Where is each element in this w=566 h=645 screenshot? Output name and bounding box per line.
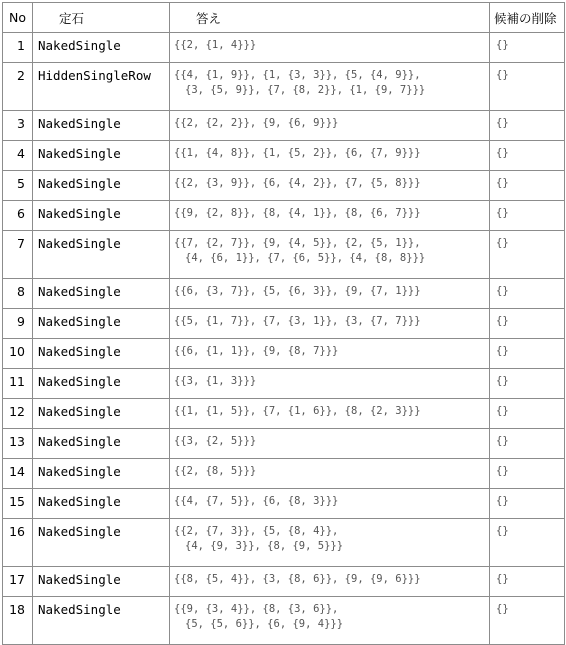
joseki-cell: NakedSingle bbox=[33, 339, 170, 369]
deletion-cell: {} bbox=[490, 597, 565, 645]
answer-line: {{6, {1, 1}}, {9, {8, 7}}} bbox=[174, 345, 339, 357]
joseki-cell: NakedSingle bbox=[33, 369, 170, 399]
table-row bbox=[3, 201, 565, 231]
answer-cell bbox=[170, 597, 490, 645]
joseki-cell: NakedSingle bbox=[33, 141, 170, 171]
row-number: 18 bbox=[3, 597, 33, 645]
deletion-cell: {} bbox=[490, 339, 565, 369]
table-row bbox=[3, 369, 565, 399]
answer-cell bbox=[170, 33, 490, 63]
answer-line: {5, {5, 6}}, {6, {9, 4}}} bbox=[185, 618, 344, 630]
row-number: 9 bbox=[3, 309, 33, 339]
deletion-cell: {} bbox=[490, 369, 565, 399]
joseki-cell: NakedSingle bbox=[33, 519, 170, 567]
answer-line: {{9, {3, 4}}, {8, {3, 6}}, bbox=[174, 603, 339, 615]
deletion-cell: {} bbox=[490, 201, 565, 231]
joseki-cell: HiddenSingleRow bbox=[33, 63, 170, 111]
row-number: 11 bbox=[3, 369, 33, 399]
answer-cell bbox=[170, 489, 490, 519]
row-number: 17 bbox=[3, 567, 33, 597]
answer-cell bbox=[170, 63, 490, 111]
answer-cell bbox=[170, 279, 490, 309]
deletion-cell: {} bbox=[490, 519, 565, 567]
answer-cell bbox=[170, 459, 490, 489]
answer-line: {{3, {2, 5}}} bbox=[174, 435, 257, 447]
row-number: 4 bbox=[3, 141, 33, 171]
joseki-cell: NakedSingle bbox=[33, 399, 170, 429]
answer-line: {{2, {3, 9}}, {6, {4, 2}}, {7, {5, 8}}} bbox=[174, 177, 421, 189]
answer-cell bbox=[170, 369, 490, 399]
joseki-cell: NakedSingle bbox=[33, 597, 170, 645]
table-row bbox=[3, 399, 565, 429]
answer-line: {4, {9, 3}}, {8, {9, 5}}} bbox=[185, 540, 344, 552]
answer-line: {4, {6, 1}}, {7, {6, 5}}, {4, {8, 8}}} bbox=[185, 252, 426, 264]
row-number: 2 bbox=[3, 63, 33, 111]
deletion-cell: {} bbox=[490, 567, 565, 597]
answer-line: {{2, {8, 5}}} bbox=[174, 465, 257, 477]
joseki-cell: NakedSingle bbox=[33, 567, 170, 597]
header-no: No bbox=[3, 3, 33, 33]
row-number: 15 bbox=[3, 489, 33, 519]
answer-line: {{7, {2, 7}}, {9, {4, 5}}, {2, {5, 1}}, bbox=[174, 237, 421, 249]
table-row bbox=[3, 567, 565, 597]
deletion-cell: {} bbox=[490, 111, 565, 141]
row-number: 3 bbox=[3, 111, 33, 141]
table-row bbox=[3, 231, 565, 279]
table-row bbox=[3, 339, 565, 369]
deletion-cell: {} bbox=[490, 141, 565, 171]
joseki-cell: NakedSingle bbox=[33, 279, 170, 309]
joseki-cell: NakedSingle bbox=[33, 459, 170, 489]
answer-line: {{9, {2, 8}}, {8, {4, 1}}, {8, {6, 7}}} bbox=[174, 207, 421, 219]
answer-line: {{4, {7, 5}}, {6, {8, 3}}} bbox=[174, 495, 339, 507]
answer-cell bbox=[170, 429, 490, 459]
answer-cell bbox=[170, 231, 490, 279]
answer-cell bbox=[170, 111, 490, 141]
deletion-cell: {} bbox=[490, 399, 565, 429]
joseki-cell: NakedSingle bbox=[33, 201, 170, 231]
deletion-cell: {} bbox=[490, 33, 565, 63]
header-answer: 答え bbox=[170, 3, 490, 33]
deletion-cell: {} bbox=[490, 63, 565, 111]
table-row bbox=[3, 597, 565, 645]
table-row bbox=[3, 519, 565, 567]
answer-line: {{8, {5, 4}}, {3, {8, 6}}, {9, {9, 6}}} bbox=[174, 573, 421, 585]
table-row bbox=[3, 309, 565, 339]
header-joseki: 定石 bbox=[33, 3, 170, 33]
answer-cell bbox=[170, 171, 490, 201]
answer-cell bbox=[170, 399, 490, 429]
deletion-cell: {} bbox=[490, 429, 565, 459]
table-body bbox=[3, 33, 565, 645]
joseki-cell: NakedSingle bbox=[33, 33, 170, 63]
deletion-cell: {} bbox=[490, 459, 565, 489]
table-row bbox=[3, 33, 565, 63]
joseki-cell: NakedSingle bbox=[33, 111, 170, 141]
row-number: 5 bbox=[3, 171, 33, 201]
results-table bbox=[2, 2, 565, 645]
answer-line: {3, {5, 9}}, {7, {8, 2}}, {1, {9, 7}}} bbox=[185, 84, 426, 96]
header-row bbox=[3, 3, 565, 33]
answer-cell bbox=[170, 339, 490, 369]
deletion-cell: {} bbox=[490, 279, 565, 309]
answer-cell bbox=[170, 309, 490, 339]
row-number: 16 bbox=[3, 519, 33, 567]
joseki-cell: NakedSingle bbox=[33, 171, 170, 201]
answer-line: {{1, {1, 5}}, {7, {1, 6}}, {8, {2, 3}}} bbox=[174, 405, 421, 417]
row-number: 14 bbox=[3, 459, 33, 489]
answer-line: {{2, {7, 3}}, {5, {8, 4}}, bbox=[174, 525, 339, 537]
answer-line: {{4, {1, 9}}, {1, {3, 3}}, {5, {4, 9}}, bbox=[174, 69, 421, 81]
answer-line: {{3, {1, 3}}} bbox=[174, 375, 257, 387]
table-row bbox=[3, 279, 565, 309]
table-row bbox=[3, 171, 565, 201]
joseki-cell: NakedSingle bbox=[33, 489, 170, 519]
answer-line: {{6, {3, 7}}, {5, {6, 3}}, {9, {7, 1}}} bbox=[174, 285, 421, 297]
row-number: 1 bbox=[3, 33, 33, 63]
table-row bbox=[3, 111, 565, 141]
table-row bbox=[3, 489, 565, 519]
answer-cell bbox=[170, 201, 490, 231]
deletion-cell: {} bbox=[490, 489, 565, 519]
row-number: 8 bbox=[3, 279, 33, 309]
row-number: 6 bbox=[3, 201, 33, 231]
answer-line: {{1, {4, 8}}, {1, {5, 2}}, {6, {7, 9}}} bbox=[174, 147, 421, 159]
joseki-cell: NakedSingle bbox=[33, 429, 170, 459]
answer-line: {{2, {1, 4}}} bbox=[174, 39, 257, 51]
row-number: 13 bbox=[3, 429, 33, 459]
row-number: 10 bbox=[3, 339, 33, 369]
table-row bbox=[3, 429, 565, 459]
table-row bbox=[3, 141, 565, 171]
answer-cell bbox=[170, 567, 490, 597]
row-number: 12 bbox=[3, 399, 33, 429]
deletion-cell: {} bbox=[490, 231, 565, 279]
deletion-cell: {} bbox=[490, 309, 565, 339]
joseki-cell: NakedSingle bbox=[33, 231, 170, 279]
table-row bbox=[3, 63, 565, 111]
answer-cell bbox=[170, 519, 490, 567]
joseki-cell: NakedSingle bbox=[33, 309, 170, 339]
row-number: 7 bbox=[3, 231, 33, 279]
header-deletion: 候補の削除 bbox=[490, 3, 565, 33]
answer-cell bbox=[170, 141, 490, 171]
table-row bbox=[3, 459, 565, 489]
deletion-cell: {} bbox=[490, 171, 565, 201]
answer-line: {{2, {2, 2}}, {9, {6, 9}}} bbox=[174, 117, 339, 129]
answer-line: {{5, {1, 7}}, {7, {3, 1}}, {3, {7, 7}}} bbox=[174, 315, 421, 327]
